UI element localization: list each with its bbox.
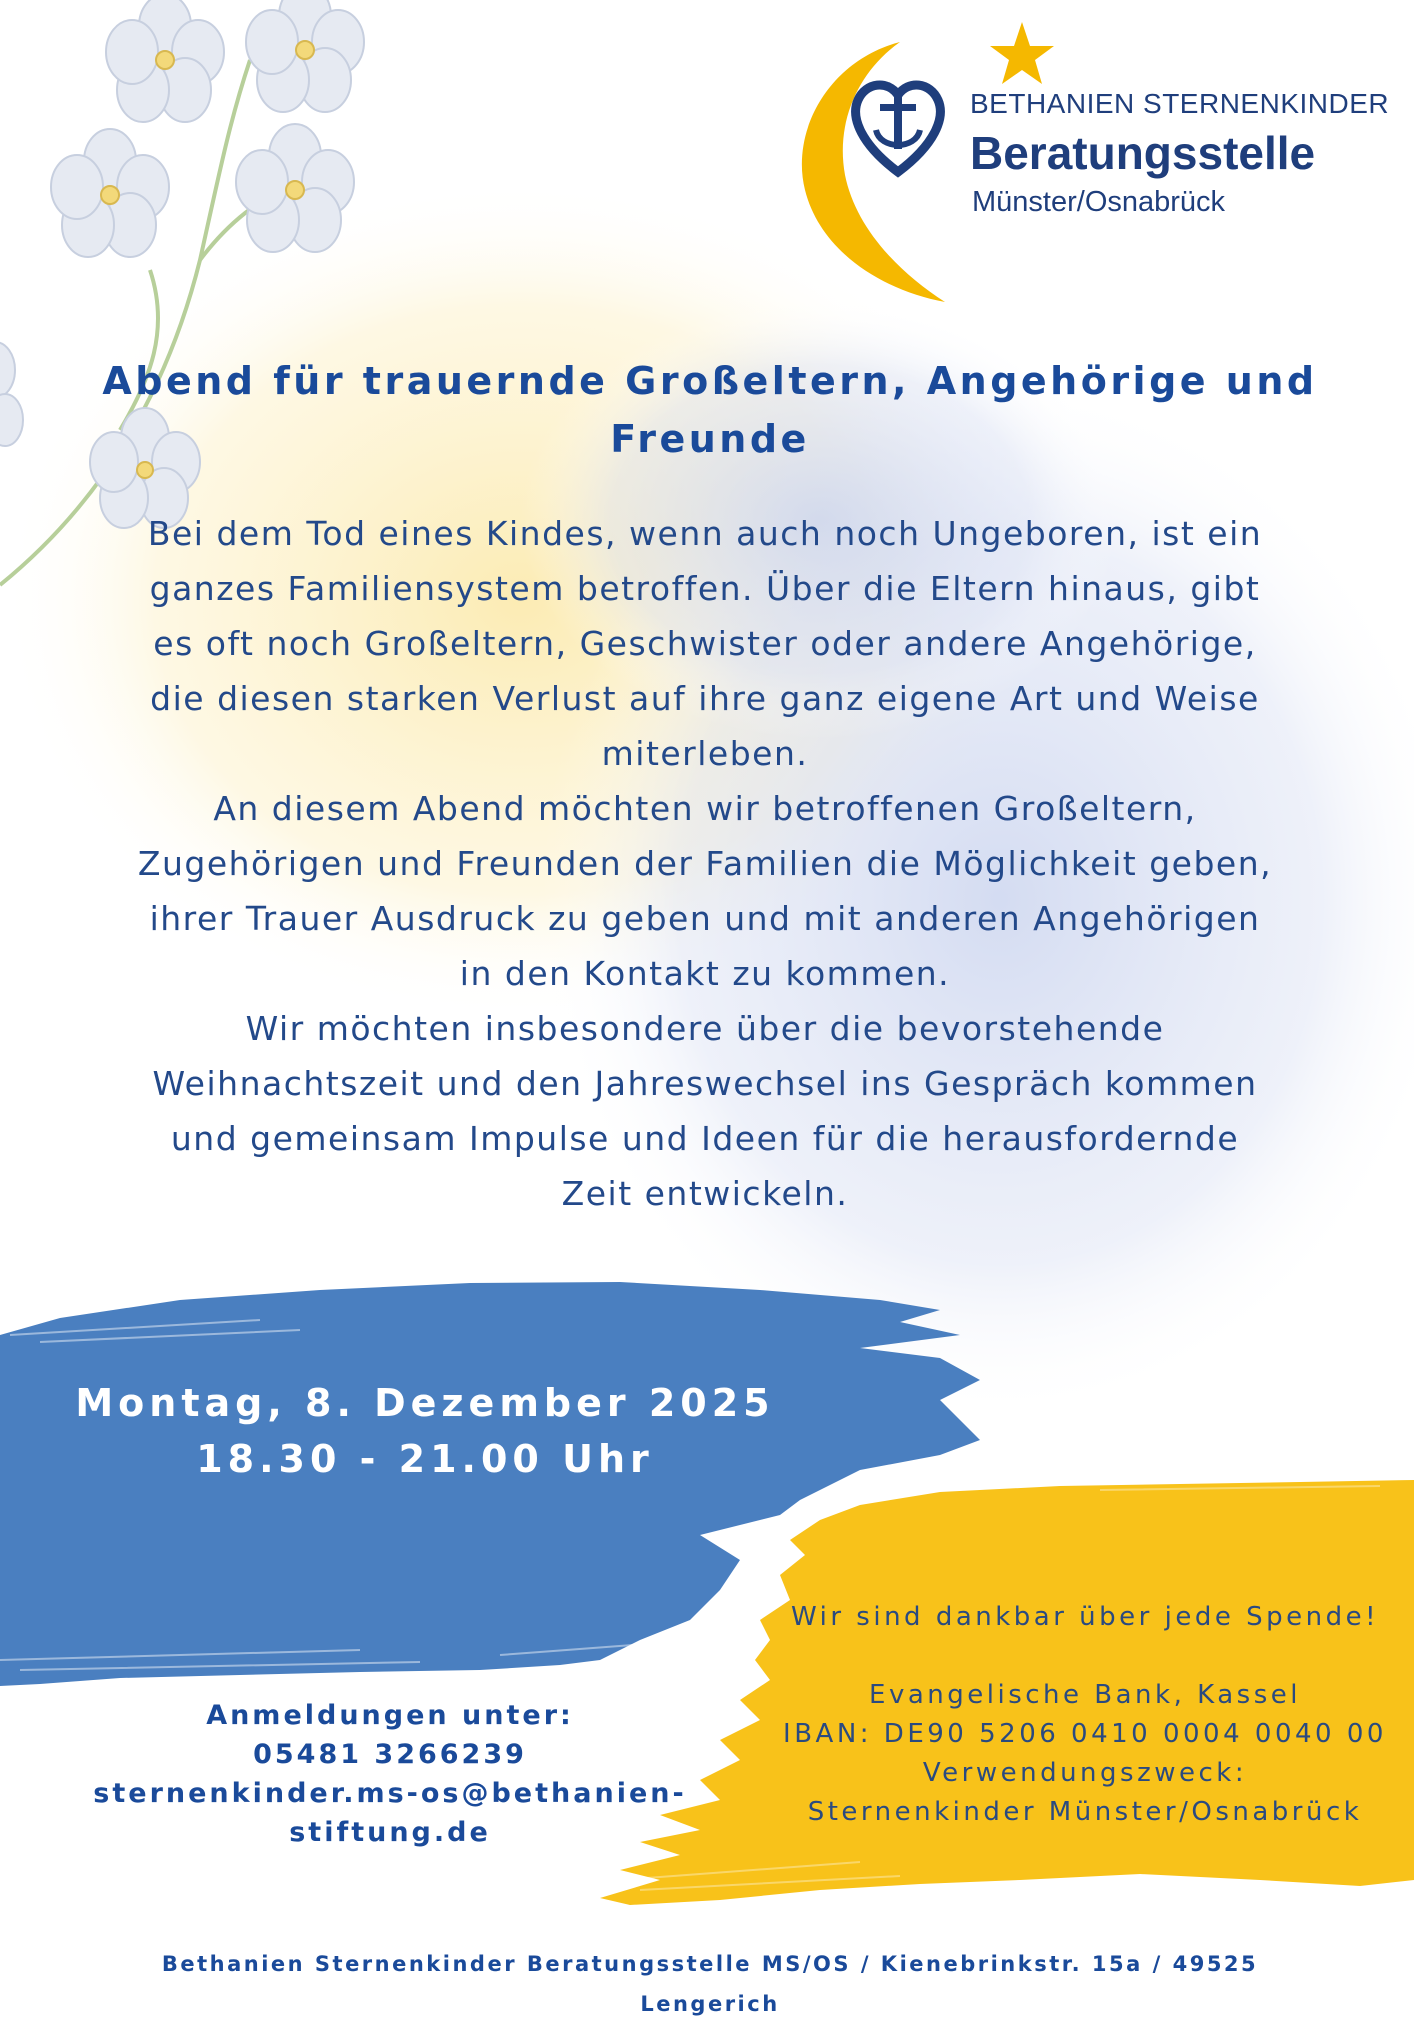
event-datetime	[60, 1375, 790, 1487]
donation-bank: Evangelische Bank, Kassel	[869, 1680, 1301, 1710]
star-icon	[990, 22, 1054, 84]
donation-purpose-label: Verwendungszweck:	[922, 1758, 1248, 1788]
crescent-icon	[802, 42, 945, 302]
footer-address	[120, 1944, 1300, 2024]
body-line: Weihnachtszeit und den Jahreswechsel ins Gespräch kommen	[152, 1064, 1258, 1103]
body-line: ihrer Trauer Ausdruck zu geben und mit anderen Angehörigen	[149, 899, 1261, 938]
event-time: 18.30 - 21.00 Uhr	[196, 1437, 654, 1481]
footer-line-1: Bethanien Sternenkinder Beratungsstelle MS/OS / Kienebrinkstr. 15a / 49525	[161, 1952, 1259, 1976]
intro-text	[60, 506, 1350, 1221]
page-title	[60, 352, 1360, 468]
footer-line-2: Lengerich	[640, 1992, 780, 2016]
donation-info	[770, 1598, 1400, 1832]
donation-spacer	[770, 1637, 1400, 1676]
body-line: Bei dem Tod eines Kindes, wenn auch noch Ungeboren, ist ein	[147, 514, 1263, 553]
title-line-1: Abend für trauernde Großeltern, Angehörige und	[102, 359, 1318, 403]
registration-phone[interactable]: 05481 3266239	[253, 1739, 527, 1770]
donation-purpose: Sternenkinder Münster/Osnabrück	[807, 1797, 1363, 1827]
body-line: es oft noch Großeltern, Geschwister oder andere Angehörige,	[153, 624, 1257, 663]
body-line: An diesem Abend möchten wir betroffenen Großeltern,	[213, 789, 1197, 828]
registration-email-line-1[interactable]: sternenkinder.ms-os@bethanien-	[93, 1778, 687, 1809]
body-line: in den Kontakt zu kommen.	[459, 954, 951, 993]
body-line: miterleben.	[601, 734, 809, 773]
cross-icon	[894, 93, 902, 149]
title-line-2: Freunde	[610, 417, 810, 461]
donation-iban: IBAN: DE90 5206 0410 0004 0040 00	[783, 1719, 1387, 1749]
logo-location: Münster/Osnabrück	[972, 186, 1226, 218]
body-line: Zugehörigen und Freunden der Familien die Möglichkeit geben,	[137, 844, 1273, 883]
registration-email-line-2[interactable]: stiftung.de	[289, 1817, 491, 1848]
body-line: ganzes Familiensystem betroffen. Über die Eltern hinaus, gibt	[149, 569, 1261, 608]
body-line: und gemeinsam Impulse und Ideen für die herausfordernde	[170, 1119, 1240, 1158]
logo-title: Beratungsstelle	[970, 127, 1316, 179]
registration-info	[80, 1696, 700, 1852]
body-line: die diesen starken Verlust auf ihre ganz eigene Art und Weise	[150, 679, 1260, 718]
donation-thanks: Wir sind dankbar über jede Spende!	[790, 1602, 1379, 1632]
body-line: Zeit entwickeln.	[561, 1174, 849, 1213]
registration-label: Anmeldungen unter:	[206, 1700, 574, 1731]
event-date: Montag, 8. Dezember 2025	[75, 1381, 775, 1425]
logo-org-name: BETHANIEN STERNENKINDER	[970, 88, 1390, 119]
body-line: Wir möchten insbesondere über die bevorstehende	[245, 1009, 1165, 1048]
